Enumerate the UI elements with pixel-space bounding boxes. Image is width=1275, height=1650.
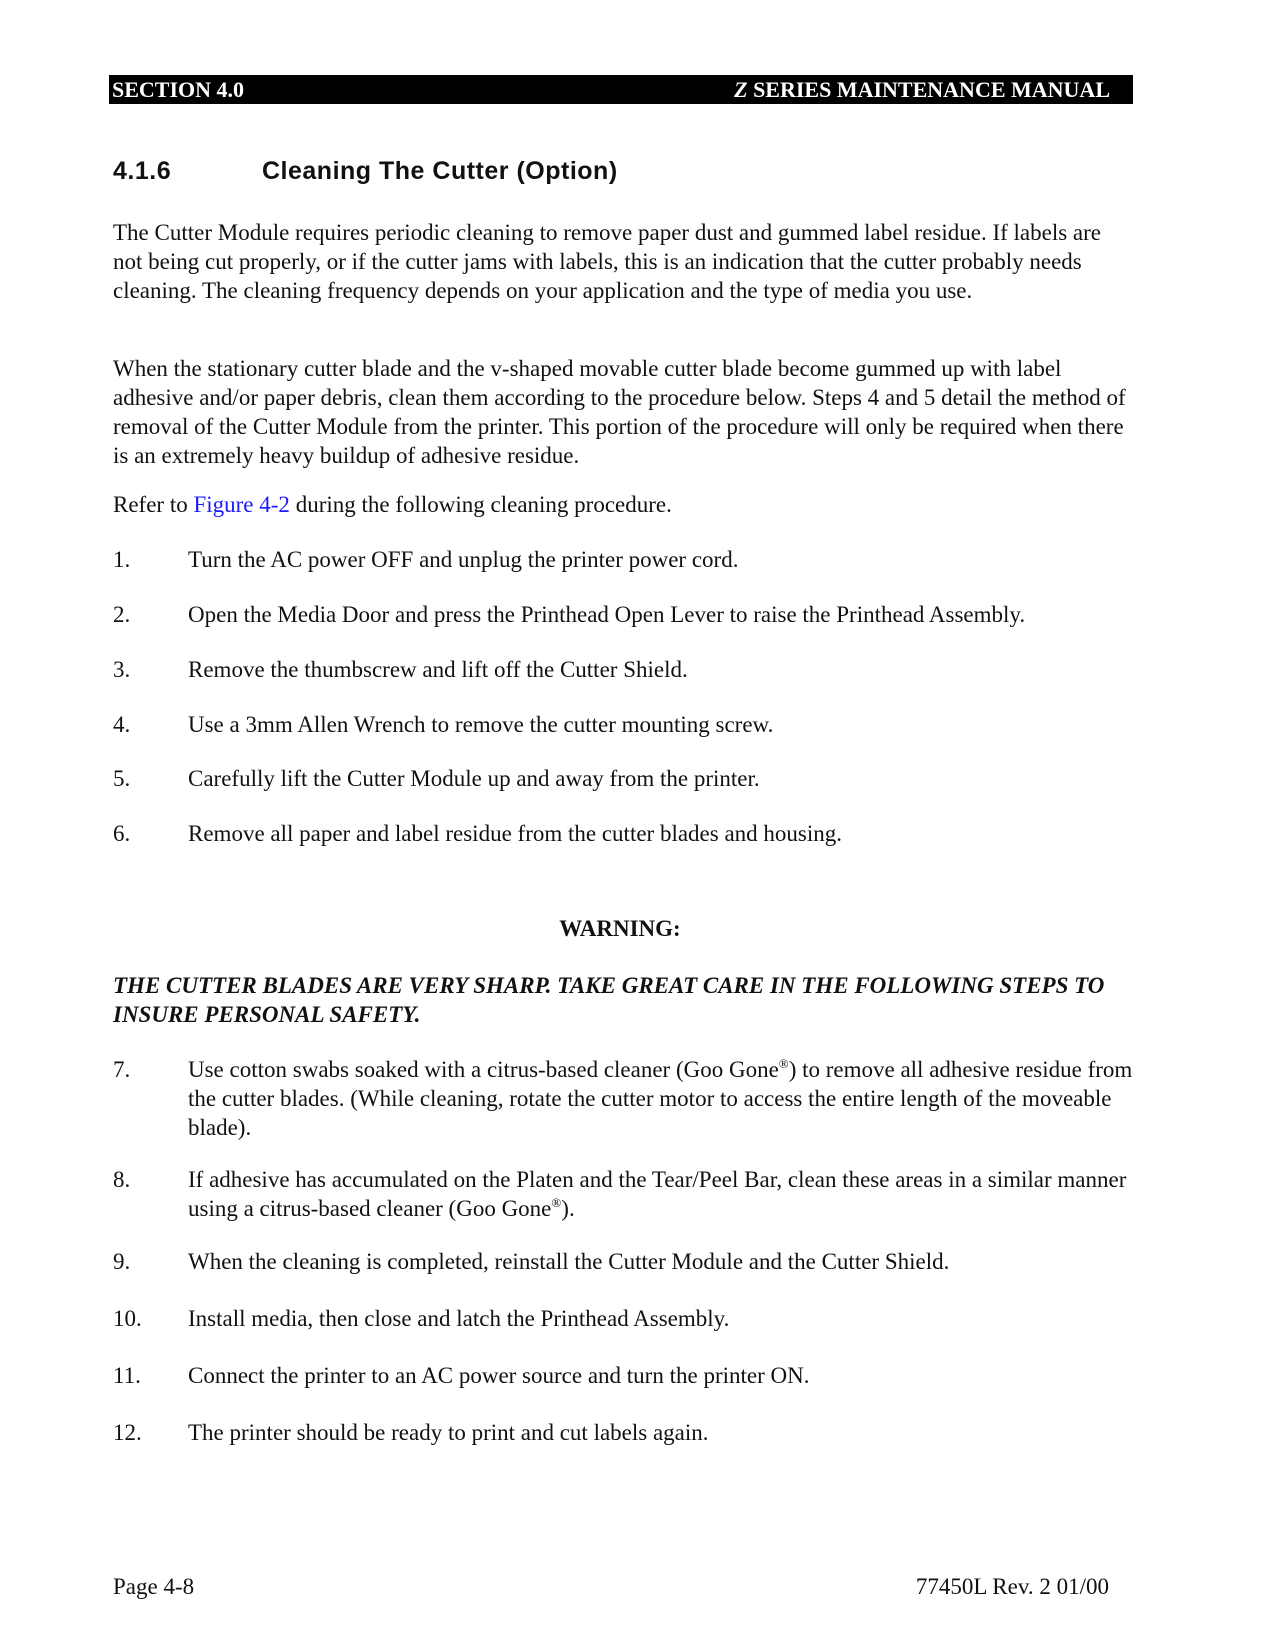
step-5 bbox=[113, 764, 1133, 793]
step-text: Use a 3mm Allen Wrench to remove the cutter mounting screw. bbox=[188, 712, 774, 737]
step-number: 8. bbox=[113, 1167, 131, 1192]
section-heading bbox=[113, 157, 618, 186]
step-1 bbox=[113, 545, 1133, 574]
page-header-bar bbox=[109, 75, 1133, 104]
intro-paragraph: The Cutter Module requires periodic cleaning to remove paper dust and gummed label residue. If labels are not being cut properly, or if the cutter jams with labels, this is an indication that the cutter probably needs cleaning. The cleaning frequency depends on your application and the type of media you use. bbox=[113, 220, 1102, 303]
section-title: Cleaning The Cutter (Option) bbox=[262, 157, 618, 185]
step-number: 7. bbox=[113, 1057, 131, 1082]
step-text-part: ). bbox=[561, 1196, 575, 1221]
step-3 bbox=[113, 655, 1133, 684]
step-4 bbox=[113, 710, 1133, 739]
step-number: 2. bbox=[113, 602, 131, 627]
step-number: 5. bbox=[113, 766, 131, 791]
step-text: Turn the AC power OFF and unplug the printer power cord. bbox=[188, 547, 739, 572]
figure-4-2-link[interactable]: Figure 4-2 bbox=[193, 492, 290, 517]
step-number: 11. bbox=[113, 1363, 141, 1388]
document-revision: 77450L Rev. 2 01/00 bbox=[915, 1574, 1109, 1599]
page-number: Page 4-8 bbox=[113, 1574, 195, 1599]
step-text: Connect the printer to an AC power source and turn the printer ON. bbox=[188, 1363, 810, 1388]
step-text: Remove all paper and label residue from the cutter blades and housing. bbox=[188, 821, 843, 846]
refer-text-before: Refer to bbox=[113, 492, 194, 517]
step-10 bbox=[113, 1304, 1133, 1333]
step-number: 3. bbox=[113, 657, 131, 682]
step-text: The printer should be ready to print and cut labels again. bbox=[188, 1420, 709, 1445]
step-text bbox=[188, 1055, 1133, 1142]
step-7 bbox=[113, 1055, 1133, 1142]
step-number: 9. bbox=[113, 1249, 131, 1274]
warning-title: WARNING: bbox=[559, 916, 681, 941]
step-text: Open the Media Door and press the Printhead Open Lever to raise the Printhead Assembly. bbox=[188, 602, 1026, 627]
step-text bbox=[188, 1165, 1133, 1223]
step-number: 1. bbox=[113, 547, 131, 572]
step-text-part: ) to remove all adhesive residue from the cutter blades. (While cleaning, rotate the cutter motor to access the entire length of the moveable blade). bbox=[188, 1057, 1133, 1140]
step-number: 6. bbox=[113, 821, 131, 846]
step-text: When the cleaning is completed, reinstall the Cutter Module and the Cutter Shield. bbox=[188, 1249, 950, 1274]
step-2 bbox=[113, 600, 1133, 629]
refer-text-after: during the following cleaning procedure. bbox=[289, 492, 672, 517]
header-section: SECTION 4.0 bbox=[112, 77, 245, 102]
step-number: 4. bbox=[113, 712, 131, 737]
warning-text: THE CUTTER BLADES ARE VERY SHARP. TAKE GREAT CARE IN THE FOLLOWING STEPS TO INSURE PERSONAL SAFETY. bbox=[113, 973, 1105, 1027]
step-text: Carefully lift the Cutter Module up and away from the printer. bbox=[188, 766, 760, 791]
step-6 bbox=[113, 819, 1133, 848]
header-manual-title bbox=[734, 75, 1110, 104]
blade-paragraph: When the stationary cutter blade and the v-shaped movable cutter blade become gummed up with label adhesive and/or paper debris, clean them according to the procedure below. Steps 4 and 5 detail the method of removal of the Cutter Module from the printer. This portion of the procedure will only be required when there is an extremely heavy buildup of adhesive residue. bbox=[113, 356, 1126, 468]
step-11 bbox=[113, 1361, 1133, 1390]
refer-paragraph bbox=[113, 490, 1133, 519]
step-text-part: Use cotton swabs soaked with a citrus-based cleaner (Goo Gone bbox=[188, 1057, 779, 1082]
registered-mark: ® bbox=[551, 1195, 562, 1210]
step-9 bbox=[113, 1247, 1133, 1276]
step-number: 12. bbox=[113, 1420, 142, 1445]
step-text: Install media, then close and latch the Printhead Assembly. bbox=[188, 1306, 730, 1331]
header-manual-name: SERIES MAINTENANCE MANUAL bbox=[747, 77, 1110, 102]
section-number: 4.1.6 bbox=[113, 157, 172, 185]
header-series-letter: Z bbox=[734, 77, 748, 102]
step-12 bbox=[113, 1418, 1133, 1447]
step-8 bbox=[113, 1165, 1133, 1223]
registered-mark: ® bbox=[778, 1056, 789, 1071]
step-text-part: If adhesive has accumulated on the Platen and the Tear/Peel Bar, clean these areas in a similar manner using a citrus-based cleaner (Goo Gone bbox=[188, 1167, 1127, 1221]
step-number: 10. bbox=[113, 1306, 142, 1331]
step-text: Remove the thumbscrew and lift off the Cutter Shield. bbox=[188, 657, 688, 682]
